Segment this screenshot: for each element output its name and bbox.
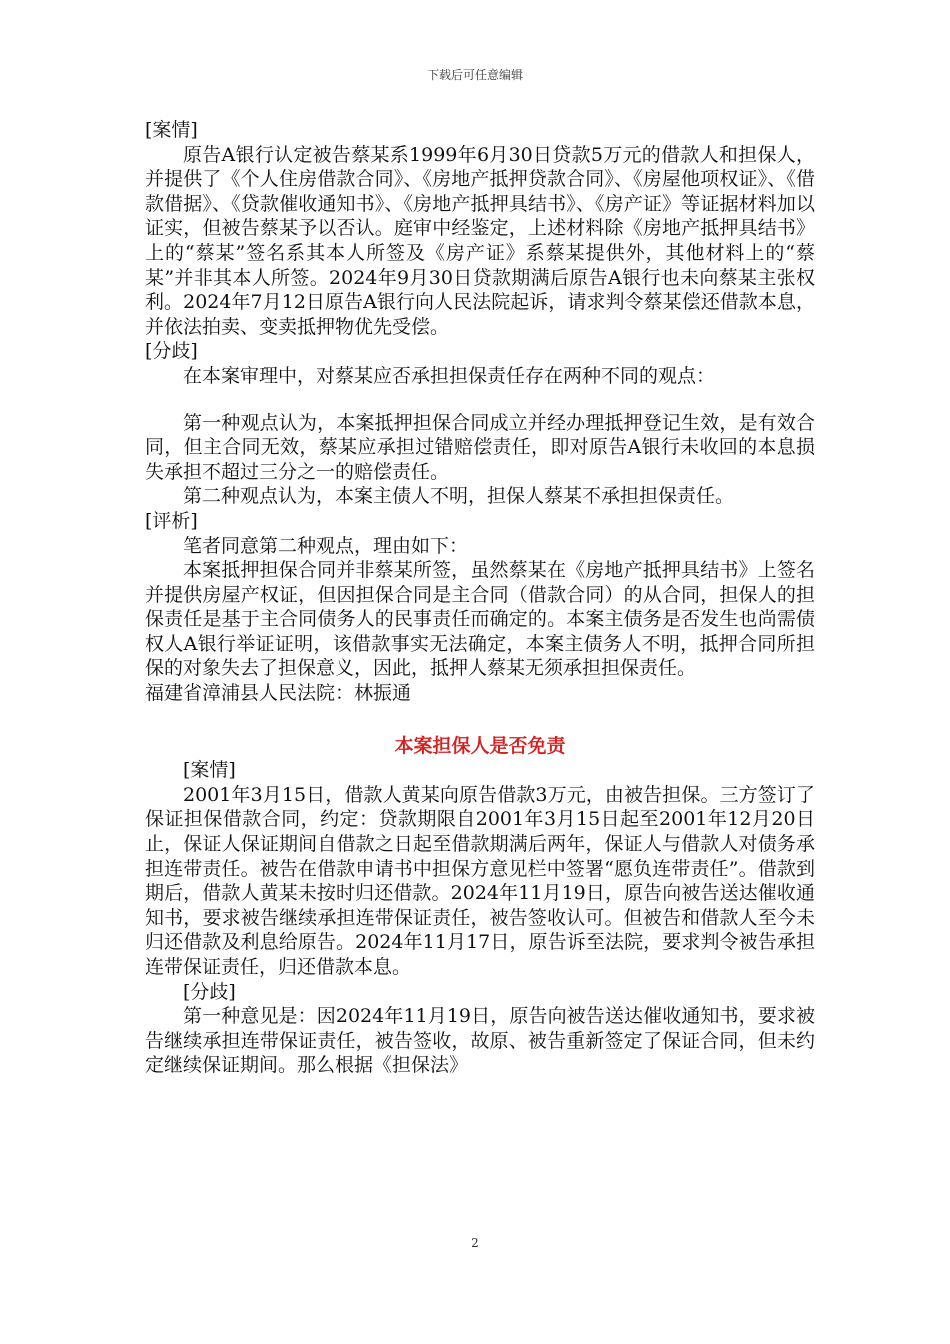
paragraph-gap [145,389,815,411]
case-paragraph-2: 2001年3月15日，借款人黄某向原告借款3万元，由被告担保。三方签订了保证担保借款合同，约定：贷款期限自2001年3月15日起至2001年12月20日止，保证人保证期间自借款之日起至借款期满后两年，保证人与借款人对债务承担连带责任。被告在借款申请书中担保方意见栏中签署“愿负连带责任”。借款到期后，借款人黄某未按时归还借款。2024年11月19日，原告向被告送达催收通知书，要求被告继续承担连带保证责任，被告签收认可。但被告和借款人至今未归还借款及利息给原告。2024年11月17日，原告诉至法院，要求判令被告承担连带保证责任，归还借款本息。 [145,783,815,978]
case-paragraph: 原告A银行认定被告蔡某系1999年6月30日贷款5万元的借款人和担保人，并提供了《个人住房借款合同》、《房地产抵押贷款合同》、《房屋他项权证》、《借款借据》、《贷款催收通知书》、《房地产抵押具结书》、《房产证》等证据材料加以证实，但被告蔡某予以否认。庭审中经鉴定，上述材料除《房地产抵押具结书》上的“蔡某”签名系其本人所签及《房产证》系蔡某提供外，其他材料上的“蔡某”并非其本人所签。2024年9月30日贷款期满后原告A银行也未向蔡某主张权利。2024年7月12日原告A银行向人民法院起诉，请求判令蔡某偿还借款本息，并依法拍卖、变卖抵押物优先受偿。 [145,143,815,338]
view-one-paragraph: 第一种观点认为，本案抵押担保合同成立并经办理抵押登记生效，是有效合同，但主合同无效，蔡某应承担过错赔偿责任，即对原告A银行未收回的本息损失承担不超过三分之一的赔偿责任。 [145,411,815,483]
document-body [145,118,815,1078]
section-gap [145,706,815,734]
analysis-intro-paragraph: 笔者同意第二种观点，理由如下： [183,534,469,557]
section-heading-dispute-2: [分歧] [183,980,236,1003]
section-heading-analysis: [评析] [145,509,198,532]
section-heading-case-2: [案情] [183,759,236,782]
dispute-intro-paragraph: 在本案审理中，对蔡某应否承担担保责任存在两种不同的观点： [183,364,716,387]
page-number: 2 [471,1236,479,1250]
section-heading-case: [案情] [145,119,198,141]
article-title: 本案担保人是否免责 [394,734,566,757]
dispute-paragraph-2: 第一种意见是：因2024年11月19日，原告向被告送达催收通知书，要求被告继续承担连带保证责任，被告签收，故原、被告重新签定了保证合同，但未约定继续保证期间。那么根据《担保法》 [145,1005,815,1077]
page-header-note: 下载后可任意编辑 [426,68,523,82]
author-line: 福建省漳浦县人民法院：林振通 [145,682,412,705]
view-two-paragraph: 第二种观点认为，本案主债人不明，担保人蔡某不承担担保责任。 [183,485,735,508]
analysis-paragraph: 本案抵押担保合同并非蔡某所签，虽然蔡某在《房地产抵押具结书》上签名并提供房屋产权证，但因担保合同是主合同（借款合同）的从合同，担保人的担保责任是基于主合同债务人的民事责任而确定的。本案主债务是否发生也尚需债权人A银行举证证明，该借款事实无法确定，本案主债务人不明，抵押合同所担保的对象失去了担保意义，因此，抵押人蔡某无须承担担保责任。 [145,559,815,680]
section-heading-dispute: [分歧] [145,340,198,363]
